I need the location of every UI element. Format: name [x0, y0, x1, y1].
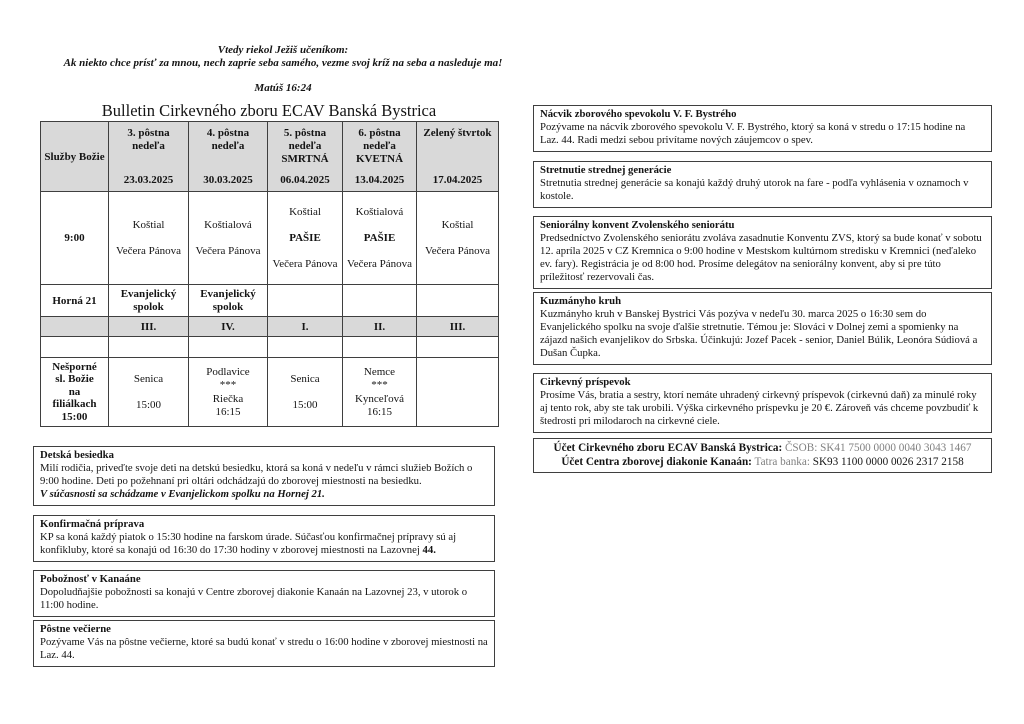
header-date: 17.04.2025 — [432, 174, 483, 186]
table-header-row — [41, 122, 499, 192]
header-line: KVETNÁ — [355, 153, 404, 165]
row-vespers-label: Nešporné sl. Božie na filiálkach 15:00 — [41, 358, 109, 427]
announcement-body: Pozývame na nácvik zborového spevokolu V. F. Bystrého, ktorý sa koná v stredu o 17:15 hodine na Laz. 44. Radi medzi sebou privítame nových záujemcov o spev. — [540, 121, 966, 147]
header-date: 30.03.2025 — [203, 174, 253, 186]
announcement-title: Kuzmányho kruh — [540, 295, 622, 307]
header-cell-green-thursday — [417, 122, 499, 192]
minister: Koštial — [132, 219, 165, 231]
cell-900-2 — [189, 192, 268, 285]
announcement-lenten-vespers — [33, 620, 495, 667]
cell-roman-3: I. — [268, 317, 343, 337]
lords-supper: Večera Pánova — [115, 245, 182, 257]
quote-reference: Matúš 16:24 — [254, 82, 312, 94]
filial-time: 16:15 — [366, 406, 393, 418]
announcement-kanaan-devotion — [33, 570, 495, 617]
filial-place: Senica — [290, 372, 320, 385]
cell-horna-4 — [343, 285, 417, 317]
minister: Koštial — [289, 206, 321, 218]
account-line-1 — [538, 442, 987, 456]
announcement-choir-practice — [533, 105, 992, 152]
header-line: 3. pôstna — [127, 127, 170, 139]
header-line: nedeľa — [211, 140, 245, 152]
row-horna-label: Horná 21 — [41, 285, 109, 317]
header-line: 6. pôstna — [358, 127, 401, 139]
row-service-900 — [41, 192, 499, 285]
announcement-body: Dopoludňajšie pobožnosti sa konajú v Centre zborovej diakonie Kanaán na Lazovnej 23, v utorok o 11:00 hodine. — [40, 586, 468, 612]
account-label: Účet Centra zborovej diakonie Kanaán: — [561, 455, 752, 468]
header-cell-sunday-5 — [268, 122, 343, 192]
minister: Koštial — [441, 219, 474, 231]
cell-roman-0 — [41, 317, 109, 337]
announcement-childrens-meeting — [33, 446, 495, 506]
lords-supper: Večera Pánova — [346, 258, 413, 270]
announcement-body: Stretnutia strednej generácie sa konajú každý druhý utorok na fare - podľa vyhlásenia v oznamoch v kostole. — [540, 177, 969, 203]
cell-900-5 — [417, 192, 499, 285]
header-line: 5. pôstna — [283, 127, 327, 139]
announcement-title: Konfirmačná príprava — [40, 518, 145, 530]
cell-900-4 — [343, 192, 417, 285]
header-line: nedeľa — [132, 140, 165, 152]
announcement-confirmation-prep — [33, 515, 495, 562]
cell-vespers-1 — [109, 358, 189, 427]
announcement-note: V súčasnosti sa schádzame v Evanjelickom spolku na Hornej 21. — [40, 488, 325, 501]
cell-roman-2: IV. — [189, 317, 268, 337]
row-horna-21 — [41, 285, 499, 317]
cell-horna-2: Evanjelický spolok — [189, 285, 268, 317]
filial-time: 15:00 — [135, 399, 162, 411]
announcement-body: Kuzmányho kruh v Banskej Bystrici Vás pozýva v nedeľu 30. marca 2025 o 16:30 sem do Evanjelického spolku na svoje ďalšie stretnutie. Témou je: Slováci v Dolnej zemi a spomienky na zájazd našich evanjelikov do Srbska. Účinkujú: Jozef Pacek - senior, Daniel Búlik, Leonóra Súdiová a Dušan Čupka. — [540, 308, 978, 360]
header-line: nedeľa — [288, 140, 322, 152]
header-line: nedeľa — [363, 140, 396, 152]
header-cell-sunday-6 — [343, 122, 417, 192]
account-line-2 — [538, 456, 987, 470]
schedule-table — [40, 121, 499, 427]
services-label: Služby Božie — [44, 150, 105, 163]
account-number: ČSOB: SK41 7500 0000 0040 3043 1467 — [784, 442, 972, 454]
row-spacer — [41, 337, 499, 358]
header-cell-sunday-4 — [189, 122, 268, 192]
filial-place: Nemce — [363, 365, 396, 378]
header-date: 23.03.2025 — [123, 174, 174, 186]
header-cell-sunday-3 — [109, 122, 189, 192]
account-label: Účet Cirkevného zboru ECAV Banská Bystrica: — [553, 442, 783, 454]
announcement-title: Cirkevný príspevok — [540, 376, 631, 388]
pasie-label: PAŠIE — [289, 232, 321, 244]
filial-place: Kynceľová — [354, 392, 405, 405]
scripture-quote — [3, 44, 563, 95]
minister: Koštialová — [355, 206, 404, 218]
bank-accounts-box — [533, 438, 992, 473]
filial-time: 15:00 — [292, 399, 318, 411]
cell-900-3 — [268, 192, 343, 285]
bank-name: Tatra banka: — [754, 455, 810, 468]
announcement-middle-generation — [533, 161, 992, 208]
announcement-church-contribution — [533, 373, 992, 433]
cell-vespers-3 — [268, 358, 343, 427]
filial-place: Riečka — [212, 392, 244, 405]
header-cell-services — [41, 122, 109, 192]
row-900-time: 9:00 — [41, 192, 109, 285]
announcement-body: Prosíme Vás, bratia a sestry, ktorí nemáte uhradený cirkevný príspevok (cirkevnú daň) za minulé roky aj tento rok, aby ste tak urobili. Výška cirkevného príspevku je 20 €. Zároveň vás chceme povzbudiť k štedrosti pri milodaroch na cirkevné ciele. — [540, 389, 979, 428]
announcement-body: Pozývame Vás na pôstne večierne, ktoré sa budú konať v stredu o 16:00 hodine v zborovej miestnosti na Laz. 44. — [40, 636, 488, 662]
quote-line-2: Ak niekto chce prísť za mnou, nech zaprie seba samého, vezme svoj kríž na seba a nasleduje ma! — [63, 57, 503, 69]
cell-roman-4: II. — [343, 317, 417, 337]
cell-roman-5: III. — [417, 317, 499, 337]
header-date: 06.04.2025 — [280, 174, 330, 186]
header-line: Zelený štvrtok — [423, 127, 492, 139]
cell-horna-3 — [268, 285, 343, 317]
row-roman-numerals — [41, 317, 499, 337]
cell-vespers-2: Podlavice *** Riečka 16:15 — [189, 358, 268, 427]
announcement-title: Pôstne večierne — [40, 623, 111, 635]
announcement-title: Seniorálny konvent Zvolenského seniorátu — [540, 219, 735, 231]
announcement-body: KP sa koná každý piatok o 15:30 hodine na farskom úrade. Súčasťou konfirmačnej prípravy sú aj konfikluby, ktoré sa konajú od 16:30 do 17:30 hodiny v zborovej miestnosti na Lazovnej 44. — [40, 531, 457, 557]
bulletin-title: Bulletin Cirkevného zboru ECAV Banská Bystrica — [101, 101, 437, 120]
lords-supper: Večera Pánova — [195, 245, 261, 257]
announcement-body: Milí rodičia, priveďte svoje deti na detskú besiedku, ktorá sa koná v nedeľu v rámci služieb Božích o 9:00 hodine. Deti po požehnaní pri oltári odchádzajú do zborovej miestnosti na besiedku. — [40, 462, 473, 488]
announcement-title: Detská besiedka — [40, 449, 114, 461]
account-number: SK93 1100 0000 0026 2317 2158 — [812, 455, 964, 468]
filial-place: Senica — [133, 372, 164, 385]
minister: Koštialová — [204, 219, 252, 231]
cell-900-1 — [109, 192, 189, 285]
pasie-label: PAŠIE — [363, 232, 396, 244]
lords-supper: Večera Pánova — [424, 245, 491, 257]
cell-roman-1: III. — [109, 317, 189, 337]
announcement-body: Predsedníctvo Zvolenského seniorátu zvoláva zasadnutie Konventu ZVS, ktorý sa bude konať v sobotu 12. apríla 2025 v CZ Kremnica o 9:00 hodine v Mestskom kultúrnom stredisku v Kremnici (neďaleko ev. fary). Registrácia je od 8:00 hod. Prosíme delegátov na seniorálny konvent, aby si pre túto príležitosť rezervovali čas. — [540, 232, 982, 284]
announcement-seniorate-convent — [533, 216, 992, 289]
cell-horna-5 — [417, 285, 499, 317]
cell-vespers-5 — [417, 358, 499, 427]
announcement-title: Pobožnosť v Kanaáne — [40, 573, 141, 585]
filial-place: Podlavice — [206, 365, 250, 378]
announcement-kuzmany-circle — [533, 292, 992, 365]
quote-line-1: Vtedy riekol Ježiš učeníkom: — [217, 44, 349, 56]
cell-horna-1: Evanjelický spolok — [109, 285, 189, 317]
filial-time: 16:15 — [215, 406, 241, 418]
header-line: 4. pôstna — [206, 127, 250, 139]
row-vespers — [41, 358, 499, 427]
announcement-title: Nácvik zborového spevokolu V. F. Bystrého — [540, 108, 737, 120]
header-date: 13.04.2025 — [354, 174, 405, 186]
cell-vespers-4: Nemce *** Kynceľová 16:15 — [343, 358, 417, 427]
header-line: SMRTNÁ — [281, 153, 329, 165]
announcement-title: Stretnutie strednej generácie — [540, 164, 672, 176]
lords-supper: Večera Pánova — [272, 258, 338, 270]
